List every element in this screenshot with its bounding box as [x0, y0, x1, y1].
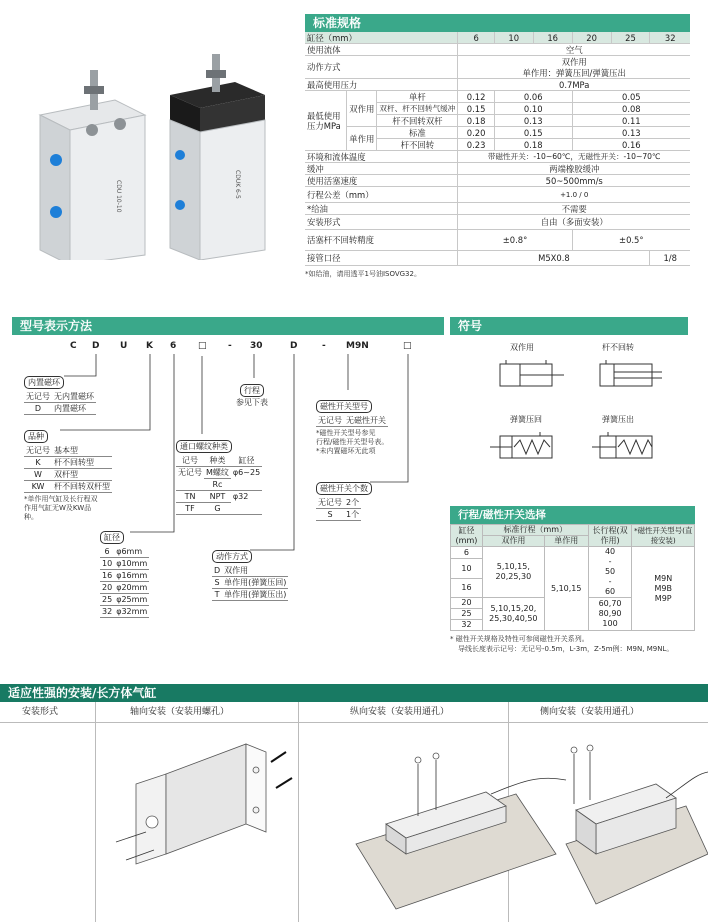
- cell: [176, 479, 204, 491]
- action-title: 动作方式: [212, 550, 252, 563]
- row-value: 双作用: [458, 56, 690, 68]
- cell: 60: [604, 587, 616, 596]
- h-single: 单作用: [544, 536, 588, 547]
- select-table: 缸径(mm) 标准行程（mm） 长行程(双作用) *磁性开关型号(直接安装) 双作用 单作用 6 5,10,15, 20,25,30 5,10,15 40 - 50 - 60 M9N M9B M9P 10 16 20 5,10,15,20, 25,30,40,50 60,70 80,90 100 25 32: [450, 524, 695, 631]
- row-label: 双作用: [347, 91, 377, 127]
- magnet-box: [24, 370, 96, 415]
- row-label: 杆不回转: [377, 139, 458, 151]
- cell: M9N: [654, 573, 673, 583]
- row-value: 自由（多面安装）: [458, 215, 690, 230]
- row-label: 使用活塞速度: [305, 175, 458, 187]
- select-title: 行程/磁性开关选择: [450, 506, 695, 524]
- cell: 0.05: [572, 91, 690, 103]
- count-title: 磁性开关个数: [316, 482, 372, 495]
- cell: D: [24, 403, 52, 415]
- row-value: ±0.5°: [572, 230, 690, 251]
- cell: 0.16: [572, 139, 690, 151]
- cell: 2个: [346, 498, 360, 507]
- cell: NPT: [204, 491, 231, 503]
- row-label: 动作方式: [305, 56, 458, 79]
- cell: 40: [604, 547, 616, 556]
- switch-note-1: *磁性开关型号参见: [316, 429, 376, 437]
- row-label: 杆不回转双杆: [377, 115, 458, 127]
- bore-col: 6: [458, 32, 494, 44]
- spec-title: 标准规格: [305, 14, 690, 32]
- spec-table: [305, 32, 690, 266]
- cell: TN: [176, 491, 204, 503]
- magnet-title: 内置磁环: [24, 376, 64, 389]
- row-label: 使用流体: [305, 44, 458, 56]
- cell: 0.20: [458, 127, 494, 139]
- bore-col: 10: [494, 32, 533, 44]
- cell: 6: [100, 546, 114, 558]
- cell: 种类: [204, 455, 231, 467]
- cell: 6: [451, 547, 483, 559]
- cell: 10: [102, 559, 113, 568]
- h-std: 标准行程（mm）: [482, 525, 588, 536]
- cell: φ32mm: [116, 607, 148, 616]
- row-label: 行程公差（mm）: [305, 187, 458, 203]
- switch-note-2: 行程/磁性开关型号表。: [316, 438, 389, 446]
- row-value: 50~500mm/s: [458, 175, 690, 187]
- select-note-2: 导线长度表示记号：无记号-0.5m，L-3m，Z-5m例：M9N, M9NL。: [458, 645, 674, 653]
- row-value: +1.0 / 0: [458, 187, 690, 203]
- cell: 内置磁环: [52, 403, 96, 415]
- code-char: -: [228, 341, 232, 351]
- bore-col: 16: [533, 32, 572, 44]
- code-char: C: [70, 341, 77, 351]
- bore-title: 缸径: [100, 531, 124, 544]
- cell: 无记号: [178, 468, 202, 478]
- row-label: 缓冲: [305, 163, 458, 175]
- h-bore: 缸径(mm): [451, 525, 483, 547]
- cell: M9P: [654, 593, 672, 603]
- cell: T: [212, 589, 222, 601]
- code-char: D: [290, 341, 298, 351]
- row-label: 双杆、杆不回转气缓冲: [377, 103, 458, 115]
- cell: 0.08: [572, 103, 690, 115]
- row-label: *给油: [305, 203, 458, 215]
- cell: D: [214, 566, 221, 575]
- product-photo: [20, 20, 290, 260]
- bore-col: 25: [611, 32, 650, 44]
- bore-box: [100, 525, 149, 618]
- cell: 0.13: [494, 115, 572, 127]
- cell: [231, 503, 262, 515]
- row-value: 不需要: [458, 203, 690, 215]
- symbol-label: 双作用: [510, 343, 534, 352]
- cell: G: [204, 503, 231, 515]
- mount-header: [0, 702, 708, 723]
- cell: S: [316, 509, 344, 521]
- cell: 0.13: [572, 127, 690, 139]
- cell: K: [24, 457, 52, 469]
- symbol-label: 弹簧压出: [602, 415, 634, 424]
- cell: 双杆型: [52, 469, 112, 481]
- select-section: [450, 506, 695, 654]
- row-label: 活塞杆不回转精度: [305, 230, 458, 251]
- stroke-title: 行程: [240, 384, 264, 397]
- cell: [231, 479, 262, 491]
- cell: 0.18: [458, 115, 494, 127]
- cell: Rc: [204, 479, 231, 491]
- cell: 无磁性开关: [346, 416, 386, 425]
- bore-col: 32: [650, 32, 690, 44]
- code-char: M9N: [346, 341, 369, 351]
- select-note-1: * 磁性开关规格及特性可参阅磁性开关系列。: [450, 635, 589, 643]
- action-box: [212, 544, 288, 601]
- code-char: □: [403, 341, 412, 351]
- code-char: D: [92, 341, 100, 351]
- cell: 基本型: [52, 445, 112, 457]
- cell: 0.23: [458, 139, 494, 151]
- row-label: 标准: [377, 127, 458, 139]
- row-label: 安装形式: [305, 215, 458, 230]
- mount-title: 适应性强的安装/长方体气缸: [0, 684, 708, 702]
- switch-title: 磁性开关型号: [316, 400, 372, 413]
- cell: 25: [451, 609, 483, 620]
- cell: 50: [604, 567, 616, 576]
- cell: 0.11: [572, 115, 690, 127]
- row-label: 接管口径: [305, 251, 458, 266]
- cell: 1个: [346, 510, 360, 519]
- cell: φ20mm: [116, 583, 148, 592]
- h-long: 长行程(双作用): [588, 525, 632, 547]
- cell: 0.15: [494, 127, 572, 139]
- cell: φ16mm: [116, 571, 148, 580]
- switch-box: [316, 394, 388, 456]
- kind-box: [24, 424, 112, 522]
- cell: 5,10,15,: [496, 562, 530, 571]
- h-double: 双作用: [482, 536, 544, 547]
- cell: 25: [102, 595, 113, 604]
- cell: 单作用(弹簧压回): [224, 578, 287, 587]
- cell: 记号: [176, 455, 204, 467]
- symbol-label: 杆不回转: [602, 343, 634, 352]
- stroke-box: [236, 378, 268, 408]
- cell: TF: [176, 503, 204, 515]
- cell: 无记号: [26, 392, 50, 401]
- cell: 单作用(弹簧压出): [224, 590, 287, 599]
- cell: 0.18: [494, 139, 572, 151]
- cell: W: [24, 469, 52, 481]
- cell: 16: [451, 578, 483, 597]
- spec-section: [305, 14, 690, 279]
- row-value: 0.7MPa: [458, 79, 690, 91]
- cell: 60,70: [598, 599, 622, 608]
- cell: 双作用: [222, 565, 288, 577]
- model-title: 型号表示方法: [12, 317, 444, 335]
- cell: 0.15: [458, 103, 494, 115]
- symbol-label: 弹簧压回: [510, 415, 542, 424]
- bore-header: 缸径（mm）: [305, 32, 458, 44]
- pneumatic-symbols: [480, 352, 680, 472]
- row-value: 带磁性开关：-10~60℃，无磁性开关：-10~70℃: [458, 151, 690, 163]
- h-switch: *磁性开关型号(直接安装): [632, 525, 695, 547]
- thread-box: [176, 434, 262, 515]
- mount-label: 安装形式: [22, 707, 59, 717]
- row-label: 环境和流体温度: [305, 151, 458, 163]
- mount-axial: 轴向安装（安装用螺孔）: [130, 707, 230, 717]
- cell: M9B: [654, 583, 672, 593]
- kind-note: *单作用气缸及长行程双作用气缸无W及KW品种。: [24, 495, 98, 521]
- cell: 25,30,40,50: [489, 614, 538, 623]
- cell: 20: [451, 598, 483, 609]
- cell: 20,25,30: [495, 572, 532, 581]
- cell: 杆不回转型: [52, 457, 112, 469]
- cell: 20: [102, 583, 113, 592]
- cell: 无记号: [318, 498, 342, 507]
- cell: 无记号: [26, 446, 50, 455]
- cell: φ6mm: [114, 546, 149, 558]
- mount-illustrations: [96, 724, 708, 923]
- product-label-2: CDUK 6-5: [234, 170, 241, 199]
- cell: 100: [602, 619, 618, 628]
- cell: 32: [102, 607, 113, 616]
- row-label: 最低使用压力MPa: [305, 91, 347, 151]
- row-label: 单作用: [347, 127, 377, 151]
- cell: 32: [451, 620, 483, 631]
- code-char: 30: [250, 341, 263, 351]
- row-value: M5X0.8: [458, 251, 650, 266]
- symbol-title: 符号: [450, 317, 688, 335]
- cell: 16: [102, 571, 113, 580]
- cell: 0.12: [458, 91, 494, 103]
- kind-title: 品种: [24, 430, 48, 443]
- cell: φ25mm: [116, 595, 148, 604]
- switch-note-3: *未内置磁环无此项: [316, 447, 376, 455]
- stroke-sub: 参见下表: [236, 398, 268, 407]
- row-value: 空气: [458, 44, 690, 56]
- row-value: 两端橡胶缓冲: [458, 163, 690, 175]
- cell: 杆不回转双杆型: [54, 482, 110, 491]
- cell: KW: [24, 481, 52, 493]
- cell: 0.06: [494, 91, 572, 103]
- cell: φ10mm: [116, 559, 148, 568]
- cell: φ6~25: [232, 468, 261, 478]
- row-label: 单杆: [377, 91, 458, 103]
- cell: 0.10: [494, 103, 572, 115]
- cell: 5,10,15: [544, 547, 588, 631]
- row-value: 单作用：弹簧压回/弹簧压出: [458, 67, 690, 79]
- code-char: U: [120, 341, 128, 351]
- spec-footnote: *如给油，请用透平1号油ISOVG32。: [305, 270, 421, 278]
- mount-vertical: 纵向安装（安装用通孔）: [350, 707, 450, 717]
- cell: 10: [451, 559, 483, 578]
- thread-title: 通口螺纹种类: [176, 440, 232, 453]
- cell: 缸径: [231, 455, 262, 467]
- code-char: □: [198, 341, 207, 351]
- cell: 5,10,15,20,: [490, 604, 537, 613]
- row-value: ±0.8°: [458, 230, 572, 251]
- cell: M螺纹: [206, 468, 229, 477]
- cell: 无内置磁环: [54, 392, 94, 401]
- cell: 80,90: [598, 609, 622, 618]
- cell: 无记号: [318, 416, 342, 425]
- code-char: 6: [170, 341, 177, 351]
- cell: φ32: [232, 492, 249, 502]
- product-label-1: CDU 10-10: [115, 180, 122, 213]
- count-box: [316, 476, 372, 521]
- row-value: 1/8: [650, 251, 690, 266]
- code-char: -: [322, 341, 326, 351]
- row-label: 最高使用压力: [305, 79, 458, 91]
- mount-side: 侧向安装（安装用通孔）: [540, 707, 640, 717]
- code-char: K: [146, 341, 153, 351]
- cell: S: [212, 577, 222, 589]
- bore-col: 20: [572, 32, 611, 44]
